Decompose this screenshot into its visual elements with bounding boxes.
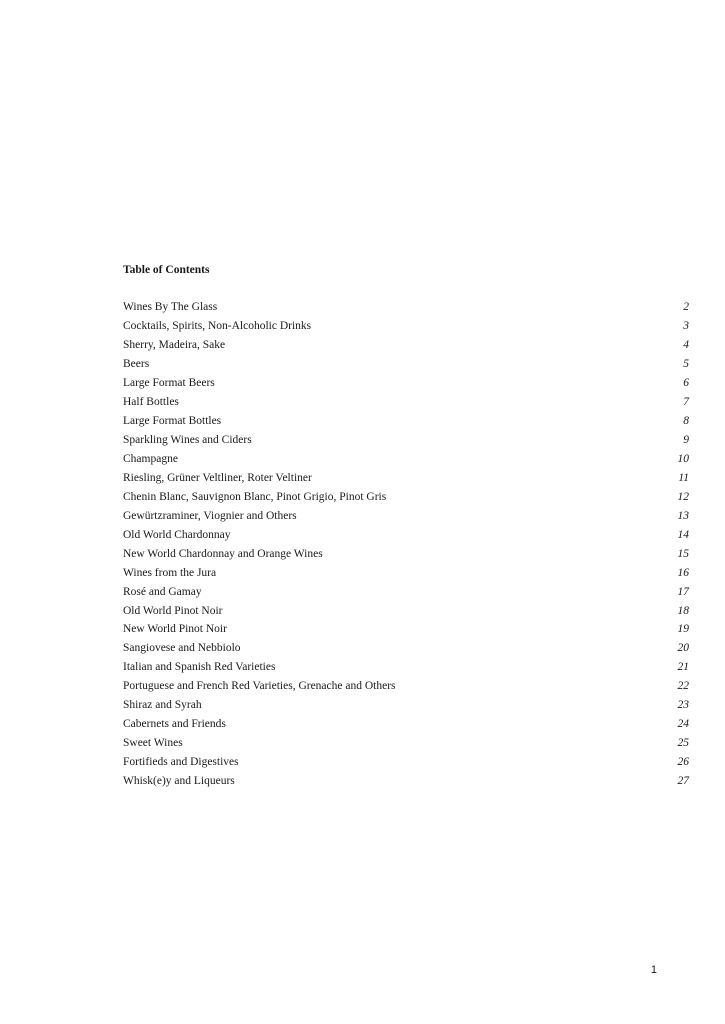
toc-entry-label: Chenin Blanc, Sauvignon Blanc, Pinot Grigio, Pinot Gris bbox=[123, 490, 387, 503]
toc-entry[interactable] bbox=[123, 490, 689, 509]
page-number: 1 bbox=[650, 964, 657, 976]
toc-entry[interactable] bbox=[123, 395, 689, 414]
toc-entry-page-number: 6 bbox=[683, 376, 689, 389]
toc-entry-page-number: 21 bbox=[677, 661, 689, 674]
toc-entry-label: Cabernets and Friends bbox=[123, 718, 226, 731]
toc-entry[interactable] bbox=[123, 566, 689, 585]
toc-entry-label: Wines By The Glass bbox=[123, 301, 218, 313]
toc-entry-page-number: 13 bbox=[677, 509, 689, 522]
toc-entry-label: Old World Pinot Noir bbox=[123, 604, 223, 617]
toc-entry[interactable] bbox=[123, 509, 689, 528]
toc-entry-page-number: 3 bbox=[683, 319, 689, 332]
toc-entry-label: Gewürtzraminer, Viognier and Others bbox=[123, 509, 297, 522]
toc-entry-page-number: 26 bbox=[677, 756, 689, 769]
toc-entry-page-number: 23 bbox=[677, 699, 689, 712]
toc-entry[interactable] bbox=[123, 338, 689, 357]
toc-entry[interactable] bbox=[123, 698, 689, 717]
toc-entry[interactable] bbox=[123, 452, 689, 471]
toc-entry[interactable] bbox=[123, 547, 689, 566]
toc-entry-page-number: 24 bbox=[677, 718, 689, 731]
toc-entry-label: Riesling, Grüner Veltliner, Roter Veltiner bbox=[123, 471, 312, 484]
toc-entry-label: Wines from the Jura bbox=[123, 566, 217, 579]
toc-entry[interactable] bbox=[123, 717, 689, 736]
toc-entry-page-number: 7 bbox=[683, 395, 689, 408]
toc-entry-label: Whisk(e)y and Liqueurs bbox=[123, 775, 235, 788]
toc-entry-label: Champagne bbox=[123, 452, 178, 465]
toc-entry[interactable] bbox=[123, 528, 689, 547]
toc-entry-page-number: 17 bbox=[677, 585, 689, 598]
toc-entry[interactable] bbox=[123, 604, 689, 623]
toc-entry-label: New World Pinot Noir bbox=[123, 623, 227, 636]
toc-entry-page-number: 2 bbox=[683, 301, 689, 313]
toc-list bbox=[123, 300, 689, 793]
toc-entry-page-number: 14 bbox=[677, 528, 689, 541]
toc-entry-page-number: 25 bbox=[677, 737, 689, 750]
toc-entry-label: Large Format Bottles bbox=[123, 414, 222, 427]
toc-entry[interactable] bbox=[123, 319, 689, 338]
toc-entry[interactable] bbox=[123, 660, 689, 679]
toc-entry-page-number: 15 bbox=[677, 547, 689, 560]
toc-entry-page-number: 11 bbox=[678, 471, 689, 484]
toc-entry-label: Fortifieds and Digestives bbox=[123, 756, 239, 769]
toc-entry[interactable] bbox=[123, 622, 689, 641]
toc-entry-label: Sangiovese and Nebbiolo bbox=[123, 642, 241, 655]
toc-entry[interactable] bbox=[123, 755, 689, 774]
toc-entry-page-number: 20 bbox=[677, 642, 689, 655]
toc-entry-page-number: 12 bbox=[677, 490, 689, 503]
toc-entry-page-number: 8 bbox=[683, 414, 689, 427]
toc-entry-page-number: 4 bbox=[683, 338, 689, 351]
toc-entry-label: Sweet Wines bbox=[123, 737, 183, 750]
toc-entry-label: Sherry, Madeira, Sake bbox=[123, 338, 226, 351]
toc-entry-label: Cocktails, Spirits, Non-Alcoholic Drinks bbox=[123, 319, 312, 332]
toc-entry-label: Beers bbox=[123, 357, 150, 370]
toc-entry[interactable] bbox=[123, 641, 689, 660]
toc-entry[interactable] bbox=[123, 585, 689, 604]
toc-entry-label: Italian and Spanish Red Varieties bbox=[123, 661, 276, 674]
toc-entry-page-number: 5 bbox=[683, 357, 689, 370]
toc-entry-label: Half Bottles bbox=[123, 395, 179, 408]
toc-entry-label: Rosé and Gamay bbox=[123, 585, 202, 598]
toc-entry-page-number: 22 bbox=[677, 680, 689, 693]
toc-entry[interactable] bbox=[123, 774, 689, 793]
toc-entry-page-number: 19 bbox=[677, 623, 689, 636]
toc-entry-page-number: 18 bbox=[677, 604, 689, 617]
toc-entry-page-number: 10 bbox=[677, 452, 689, 465]
toc-entry[interactable] bbox=[123, 433, 689, 452]
toc-entry[interactable] bbox=[123, 736, 689, 755]
toc-entry-label: Portuguese and French Red Varieties, Grenache and Others bbox=[123, 680, 396, 693]
toc-entry-page-number: 16 bbox=[677, 566, 689, 579]
toc-title: Table of Contents bbox=[123, 264, 210, 276]
toc-entry-page-number: 9 bbox=[683, 433, 689, 446]
toc-entry[interactable] bbox=[123, 357, 689, 376]
toc-entry-label: Sparkling Wines and Ciders bbox=[123, 433, 252, 446]
toc-entry[interactable] bbox=[123, 414, 689, 433]
toc-entry[interactable] bbox=[123, 471, 689, 490]
toc-entry-label: New World Chardonnay and Orange Wines bbox=[123, 547, 323, 560]
toc-entry[interactable] bbox=[123, 376, 689, 395]
toc-entry[interactable] bbox=[123, 300, 689, 319]
toc-entry-label: Old World Chardonnay bbox=[123, 528, 231, 541]
toc-entry[interactable] bbox=[123, 679, 689, 698]
toc-entry-label: Large Format Beers bbox=[123, 376, 215, 389]
toc-entry-label: Shiraz and Syrah bbox=[123, 699, 202, 712]
toc-entry-page-number: 27 bbox=[677, 775, 689, 788]
